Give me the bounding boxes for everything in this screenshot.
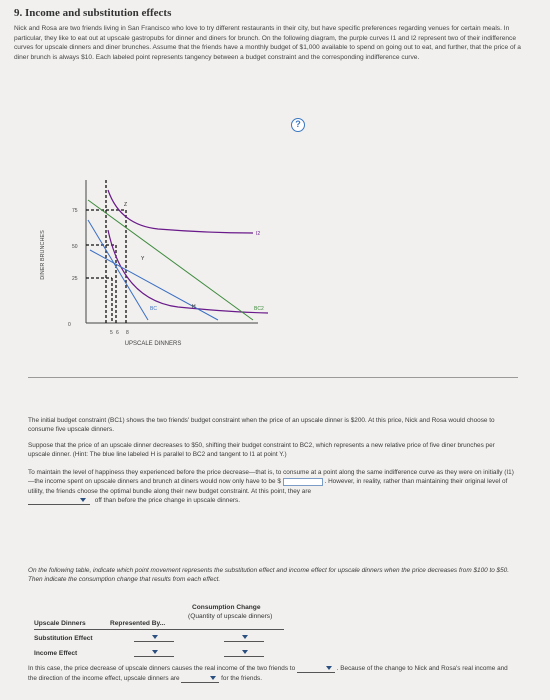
paragraph-real-income xyxy=(28,664,518,683)
budget-line-bc1 xyxy=(88,220,148,320)
table-row-income: Income Effect xyxy=(34,650,78,657)
table-header-consumption-change: Consumption Change xyxy=(192,604,261,611)
indifference-curve-i2 xyxy=(108,190,253,233)
chevron-down-icon xyxy=(152,650,158,654)
better-worse-dropdown[interactable] xyxy=(28,496,90,505)
table-header-upscale-dinners: Upscale Dinners xyxy=(34,620,86,627)
table-header-represented-by: Represented By... xyxy=(110,620,166,627)
curve-label-bc2: BC2 xyxy=(254,306,264,312)
question-title: 9. Income and substitution effects xyxy=(14,7,172,19)
income-change-dropdown[interactable] xyxy=(224,648,264,657)
substitution-change-dropdown[interactable] xyxy=(224,633,264,642)
question-intro: Nick and Rosa are two friends living in San Francisco who love to try different restaurants in their city, but have specific preferences regarding venues for certain meals. In particular, they like to eat out at upscale gastropubs for dinner and diners for brunch. On the following diagram, the purple curves I1 and I2 represent two of their indifference curves for upscale dinners and diner brunches. Assume that the friends have a monthly budget of $1,000 available to spend on going out to eat, and further, that the price of a diner brunch is always $10. Each labeled point represents tangency between a budget constraint and the corresponding indifference curve. xyxy=(14,25,521,61)
good-type-dropdown[interactable] xyxy=(181,674,219,683)
y-axis-label: DINER BRUNCHES xyxy=(40,230,46,280)
paragraph-maintain-happiness xyxy=(28,468,518,506)
chevron-down-icon xyxy=(242,635,248,639)
point-label-z: Z xyxy=(124,202,128,208)
section-divider xyxy=(28,377,518,378)
help-icon[interactable]: ? xyxy=(291,118,305,132)
paragraph-table-instructions: On the following table, indicate which point movement represents the substitution effect and income effect for upscale dinners when the price decreases from $100 to $50. Then indicate the consumption change that results from each effect. xyxy=(28,567,509,584)
y-tick: 50 xyxy=(72,244,78,250)
x-tick: 5 xyxy=(110,330,113,336)
effects-table xyxy=(34,598,294,658)
graph-svg xyxy=(28,130,306,380)
indifference-graph xyxy=(28,130,306,380)
p3-text-c: off than before the price change in upscale dinners. xyxy=(94,497,240,505)
substitution-point-dropdown[interactable] xyxy=(134,633,174,642)
chevron-down-icon xyxy=(80,498,86,502)
y-tick: 75 xyxy=(72,208,78,214)
y-tick: 0 xyxy=(68,322,71,328)
income-point-dropdown[interactable] xyxy=(134,648,174,657)
y-tick: 25 xyxy=(72,276,78,282)
paragraph-initial-budget: The initial budget constraint (BC1) shows the two friends' budget constraint when the price of an upscale dinner is $200. At this price, Nick and Rosa would choose to consume five upscale dinners. xyxy=(28,417,495,434)
income-answer-input[interactable] xyxy=(283,478,323,486)
p5-text-a: In this case, the price decrease of upscale dinners causes the real income of the two friends to xyxy=(28,665,296,673)
indifference-curve-i1 xyxy=(108,230,268,313)
table-header-rule xyxy=(34,629,284,630)
x-axis-label: UPSCALE DINNERS xyxy=(124,341,182,347)
point-label-y: Y xyxy=(141,256,145,262)
p3-text-b: . However, in reality, rather than maintaining their original level of utility, the friends choose the optimal bundle along their new budget constraint. At this point, they are xyxy=(28,478,508,495)
chevron-down-icon xyxy=(326,666,332,670)
real-income-dropdown[interactable] xyxy=(297,664,335,673)
point-label-h: H xyxy=(192,304,196,310)
chevron-down-icon xyxy=(152,635,158,639)
table-row-substitution: Substitution Effect xyxy=(34,635,93,642)
p3-text-a: To maintain the level of happiness they experienced before the price decrease—that is, to consume at a point along the same indifference curve as they were on initially (I1)—the income spent on upscale dinners and brunch at diners would now only have to be $ xyxy=(28,469,514,486)
paragraph-price-decrease: Suppose that the price of an upscale dinner decreases to $50, shifting their budget constraint to BC2, which represents a new relative price of five diner brunches per upscale dinner. (Hint: The blue line labeled H is parallel to BC2 and tangent to I1 at point Y.) xyxy=(28,442,495,459)
p5-text-c: for the friends. xyxy=(221,674,262,682)
chevron-down-icon xyxy=(210,676,216,680)
curve-label-i2: I2 xyxy=(256,231,261,237)
x-tick: 8 xyxy=(126,330,129,336)
p5-text-b: . Because of the change to Nick and Rosa's real income and the direction of the income effect, upscale dinners are xyxy=(28,665,508,682)
curve-label-bc: BC xyxy=(150,306,157,312)
x-tick: 6 xyxy=(116,330,119,336)
table-header-consumption-unit: (Quantity of upscale dinners) xyxy=(188,613,273,620)
chevron-down-icon xyxy=(242,650,248,654)
budget-line-bc2 xyxy=(88,200,253,320)
